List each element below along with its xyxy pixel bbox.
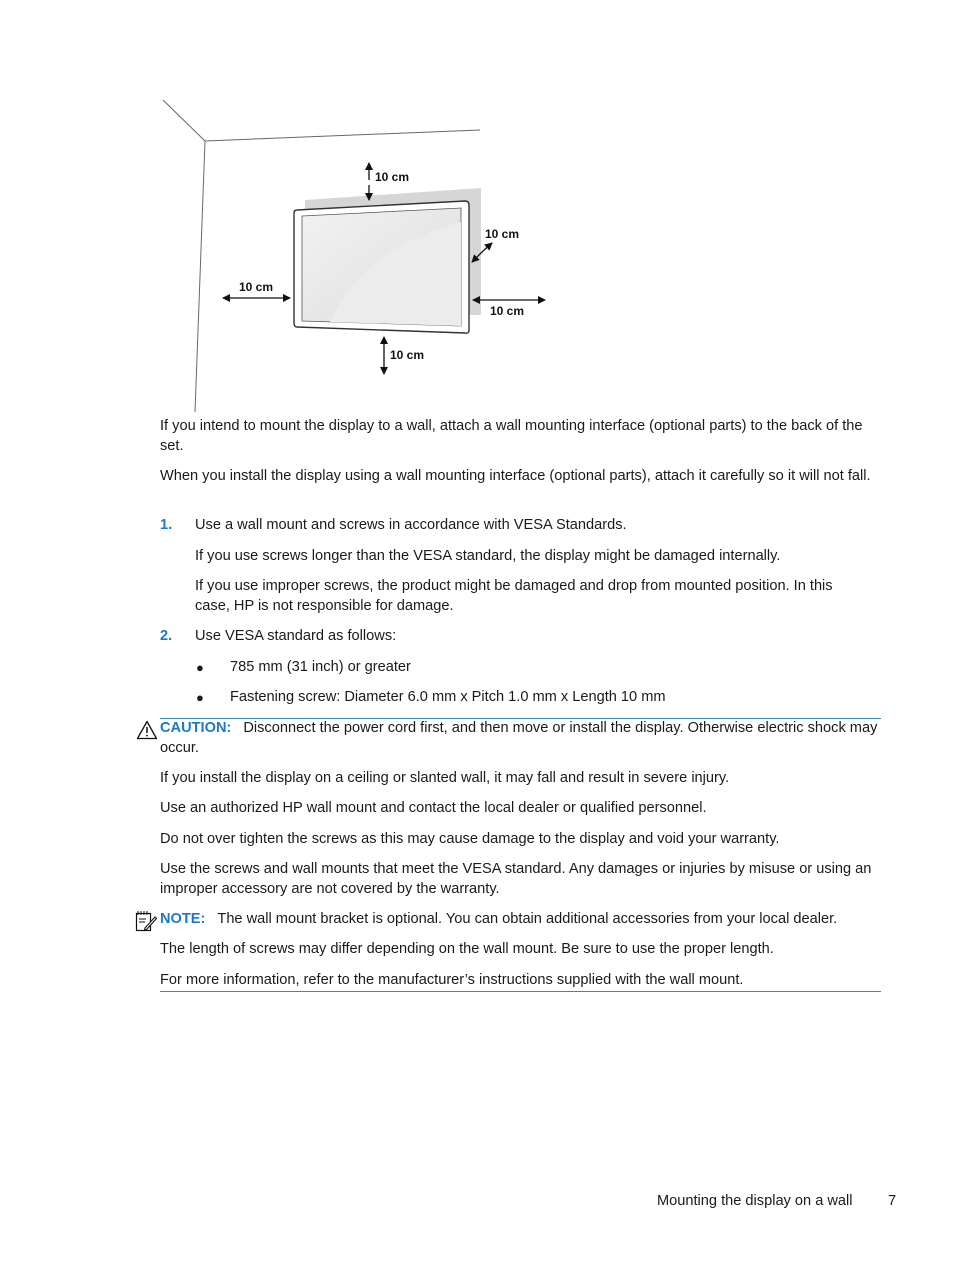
caution-paragraph: Use the screws and wall mounts that meet the VESA standard. Any damages or injuries by misuse or using an improper accessory are not covered by the warranty. bbox=[160, 861, 872, 897]
caution-text: Disconnect the power cord first, and then move or install the display. Otherwise electric shock may occur. bbox=[160, 720, 878, 756]
label-top: 10 cm bbox=[375, 170, 410, 184]
note-bottom-rule bbox=[160, 991, 881, 992]
note-label: NOTE: bbox=[160, 911, 206, 927]
bullet-icon: ● bbox=[196, 690, 204, 705]
bullet-item: Fastening screw: Diameter 6.0 mm x Pitch 1.0 mm x Length 10 mm bbox=[230, 689, 666, 705]
note-pencil-icon bbox=[134, 909, 158, 933]
step-subtext: If you use improper screws, the product might be damaged and drop from mounted position. In this case, HP is not responsible for damage. bbox=[195, 578, 833, 614]
label-bottom: 10 cm bbox=[390, 348, 425, 362]
caution-paragraph: Do not over tighten the screws as this may cause damage to the display and void your warranty. bbox=[160, 831, 780, 847]
step-number: 1. bbox=[160, 517, 173, 533]
wall-mount-diagram bbox=[0, 0, 954, 420]
label-right-lower: 10 cm bbox=[490, 304, 525, 318]
label-right-upper: 10 cm bbox=[485, 227, 520, 241]
step-subtext: If you use screws longer than the VESA standard, the display might be damaged internally. bbox=[195, 548, 781, 564]
step-text: Use a wall mount and screws in accordance with VESA Standards. bbox=[195, 517, 627, 533]
caution-paragraph: If you install the display on a ceiling or slanted wall, it may fall and result in severe injury. bbox=[160, 770, 730, 786]
note-text: The wall mount bracket is optional. You can obtain additional accessories from your local dealer. bbox=[217, 911, 838, 927]
caution-paragraph: Use an authorized HP wall mount and contact the local dealer or qualified personnel. bbox=[160, 800, 707, 816]
note-paragraph: For more information, refer to the manufacturer’s instructions supplied with the wall mount. bbox=[160, 972, 744, 988]
caution-label: CAUTION: bbox=[160, 720, 232, 736]
step-number: 2. bbox=[160, 628, 173, 644]
footer-page-number: 7 bbox=[888, 1193, 897, 1209]
bullet-item: 785 mm (31 inch) or greater bbox=[230, 659, 411, 675]
label-left: 10 cm bbox=[239, 280, 274, 294]
intro-paragraph: If you intend to mount the display to a wall, attach a wall mounting interface (optional parts) to the back of the set. bbox=[160, 418, 863, 454]
note-block bbox=[160, 910, 882, 930]
bullet-icon: ● bbox=[196, 660, 204, 675]
intro-paragraph: When you install the display using a wall mounting interface (optional parts), attach it carefully so it will not fall. bbox=[160, 468, 871, 484]
caution-block bbox=[160, 719, 882, 758]
step-text: Use VESA standard as follows: bbox=[195, 628, 397, 644]
note-paragraph: The length of screws may differ depending on the wall mount. Be sure to use the proper length. bbox=[160, 941, 774, 957]
display-illustration bbox=[294, 201, 469, 333]
footer-section-title: Mounting the display on a wall bbox=[657, 1193, 853, 1209]
warning-triangle-icon bbox=[136, 720, 158, 740]
